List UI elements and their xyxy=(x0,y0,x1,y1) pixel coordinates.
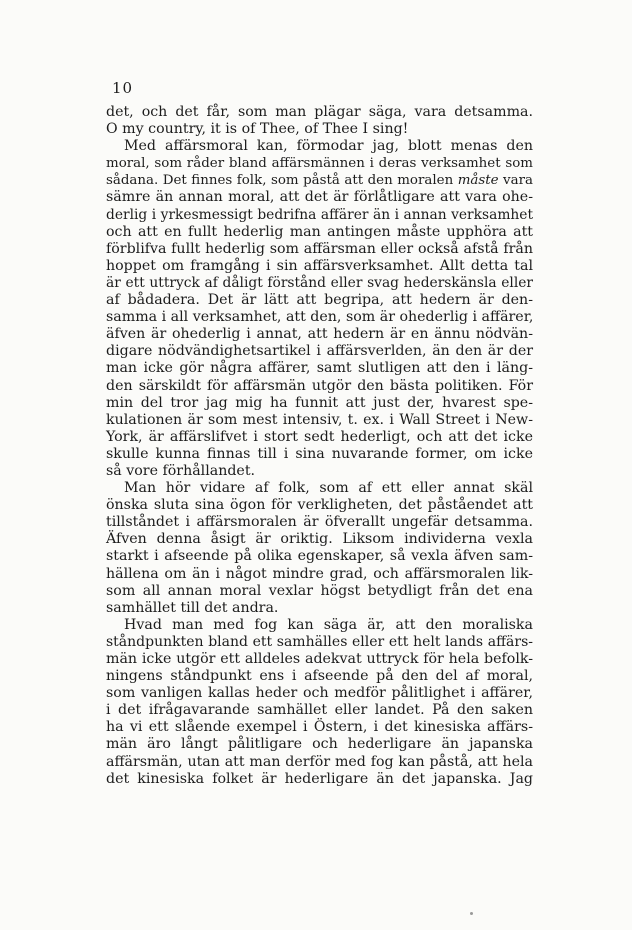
text-line: det, och det får, som man plägar säga, vara detsamma. xyxy=(106,104,533,120)
text-line: Med affärsmoral kan, förmodar jag, blott menas den xyxy=(124,138,533,155)
body-text xyxy=(106,104,533,788)
text-line: sämre än annan moral, att det är förlåtligare att vara ohe- xyxy=(106,189,533,206)
text-line: som vanligen kallas heder och medför pålitlighet i affärer, xyxy=(106,685,533,702)
text-line: som all annan moral vexlar högst betydligt från det ena xyxy=(106,582,533,599)
page-number: 10 xyxy=(112,79,134,97)
text-line: hällena om än i något mindre grad, och affärsmoralen lik- xyxy=(106,565,533,582)
text-line: O my country, it is of Thee, of Thee I sing! xyxy=(106,121,409,138)
text-line: Hvad man med fog kan säga är, att den moraliska xyxy=(124,616,533,633)
text-line: man icke gör några affärer, samt slutligen att den i läng- xyxy=(106,360,533,377)
text-line: affärsmän, utan att man derför med fog kan påstå, att hela xyxy=(106,753,533,770)
text-line: är ett uttryck af dåligt förstånd eller svag hederskänsla eller xyxy=(106,274,533,291)
text-line: moral, som råder bland affärsmännen i deras verksamhet som xyxy=(106,156,533,172)
text-line: förblifva fullt hederlig som affärsman eller också afstå från xyxy=(106,240,533,257)
text-line: män äro långt pålitligare och hederligare än japanska xyxy=(106,736,533,753)
text-line: sådana. Det finnes folk, som påstå att den moralen måste vara xyxy=(106,173,533,189)
print-speck xyxy=(470,912,473,915)
text-line: och att en fullt hederlig man antingen måste upphöra att xyxy=(106,223,533,240)
text-line: starkt i afseende på olika egenskaper, så vexla äfven sam- xyxy=(106,548,533,565)
text-line: i det ifrågavarande samhället eller landet. På den saken xyxy=(106,702,533,719)
text-line: min del tror jag mig ha funnit att just der, hvarest spe- xyxy=(106,394,533,411)
text-line: ningens ståndpunkt ens i afseende på den del af moral, xyxy=(106,668,533,685)
text-line: ha vi ett slående exempel i Östern, i det kinesiska affärs- xyxy=(106,719,533,736)
text-line: derlig i yrkesmessigt bedrifna affärer än i annan verksamhet xyxy=(106,206,533,223)
text-line: samma i all verksamhet, att den, som är ohederlig i affärer, xyxy=(106,309,534,326)
text-line: samhället till det andra. xyxy=(106,599,279,616)
text-line: män icke utgör ett alldeles adekvat uttryck för hela befolk- xyxy=(106,651,533,667)
text-line: Äfven denna åsigt är oriktig. Liksom individerna vexla xyxy=(106,531,533,548)
text-line: så vore förhållandet. xyxy=(106,462,256,479)
text-line: hoppet om framgång i sin affärsverksamhet. Allt detta tal xyxy=(106,257,533,274)
text-line: ståndpunkten bland ett samhälles eller ett helt lands affärs- xyxy=(106,633,533,650)
text-line: kulationen är som mest intensiv, t. ex. i Wall Street i New- xyxy=(106,411,533,428)
text-line: Man hör vidare af folk, som af ett eller annat skäl xyxy=(124,480,533,497)
text-line: digare nödvändighetsartikel i affärsverlden, än den är der xyxy=(106,343,533,360)
text-line: det kinesiska folket är hederligare än det japanska. Jag xyxy=(106,770,533,787)
text-line: den särskildt för affärsmän utgör den bästa politiken. För xyxy=(106,377,533,394)
emphasis: måste xyxy=(457,173,499,189)
text-line: af bådadera. Det är lätt att begripa, att hedern är den- xyxy=(106,292,533,309)
text-line: önska sluta sina ögon för verkligheten, det påståendet att xyxy=(106,497,533,514)
text-line: äfven är ohederlig i annat, att hedern är en ännu nödvän- xyxy=(106,326,533,343)
text-line: skulle kunna finnas till i sina nuvarande former, om icke xyxy=(106,445,533,462)
text-line: York, är affärslifvet i stort sedt hederligt, och att det icke xyxy=(106,428,533,445)
text-line: tillståndet i affärsmoralen är öfverallt ungefär detsamma. xyxy=(106,514,533,531)
